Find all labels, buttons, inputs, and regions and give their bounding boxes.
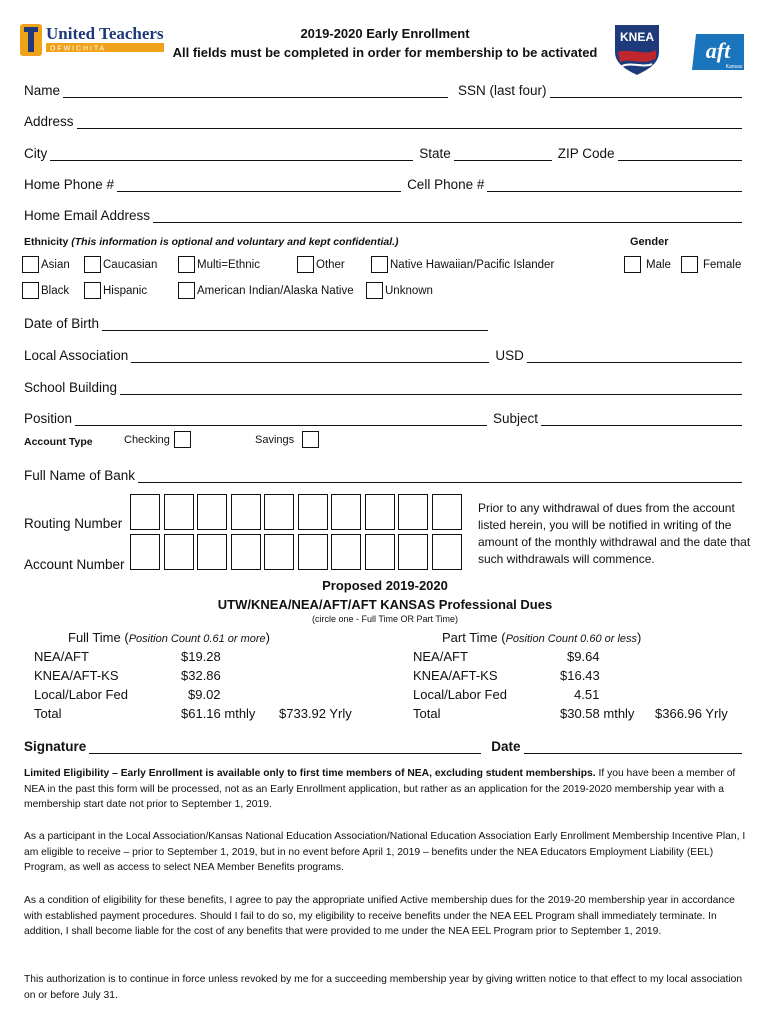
ethnicity-note: (This information is optional and voluntary and kept confidential.) [71,236,399,248]
ethnicity-hawaiian-option[interactable] [371,256,554,273]
routing-digit-box[interactable] [264,494,294,530]
date-label: Date [491,739,521,754]
part-time-table [413,647,507,723]
checkbox[interactable] [84,282,101,299]
part-time-row-nea-name: NEA/AFT [413,649,468,664]
checkbox[interactable] [174,431,191,448]
routing-digit-box[interactable] [398,494,428,530]
account-digit-box[interactable] [264,534,294,570]
form-title [0,24,770,62]
full-time-yearly: $733.92 Yrly [279,706,352,721]
checkbox[interactable] [22,282,39,299]
dues-circle-note: (circle one - Full Time OR Part Time) [311,614,459,624]
checkbox[interactable] [371,256,388,273]
full-time-row-total-value: $61.16 mthly [181,706,256,721]
address-field[interactable] [77,115,742,129]
local-association-label: Local Association [24,348,129,363]
part-time-row-total-name: Total [413,706,441,721]
checkbox[interactable] [681,256,698,273]
subject-label: Subject [493,411,539,426]
name-field[interactable] [63,84,448,98]
routing-digit-box[interactable] [231,494,261,530]
routing-digit-box[interactable] [298,494,328,530]
position-row [24,406,742,426]
full-time-values [181,647,255,723]
ethnicity-unknown-label: Unknown [385,284,433,297]
form-title-line1: 2019-2020 Early Enrollment [300,26,470,41]
part-time-row-local-name: Local/Labor Fed [413,687,507,702]
ssn-field[interactable] [550,84,742,98]
full-time-row-local-value: $9.02 [188,687,221,702]
account-digit-box[interactable] [432,534,462,570]
full-time-table [34,647,128,723]
part-time-yearly: $366.96 Yrly [655,706,728,721]
routing-digit-box[interactable] [197,494,227,530]
gender-female-option[interactable] [681,256,741,273]
name-label: Name [24,83,61,98]
routing-digit-box[interactable] [432,494,462,530]
state-field[interactable] [454,147,552,161]
gender-male-label: Male [646,258,671,271]
part-time-values [560,647,634,723]
checking-label: Checking [124,433,170,446]
school-building-field[interactable] [120,381,742,395]
account-digit-box[interactable] [331,534,361,570]
part-time-header: Part Time (Position Count 0.60 or less) [442,630,642,645]
usd-label: USD [495,348,524,363]
part-time-row-local-value: 4.51 [574,687,600,702]
bank-field[interactable] [138,469,742,483]
account-digit-box[interactable] [197,534,227,570]
subject-field[interactable] [541,412,742,426]
gender-label: Gender [630,236,669,248]
checking-option[interactable] [124,431,193,448]
date-field[interactable] [524,740,742,754]
local-association-row [24,343,742,363]
part-time-row-knea-value: $16.43 [560,668,600,683]
zip-label: ZIP Code [557,146,615,161]
checkbox[interactable] [297,256,314,273]
bank-row [24,463,742,483]
checkbox[interactable] [178,256,195,273]
part-time-count: Position Count 0.60 or less [505,633,638,645]
account-type-label: Account Type [24,436,93,448]
routing-digit-box[interactable] [164,494,194,530]
part-time-row-nea-value: $9.64 [567,649,600,664]
bank-label: Full Name of Bank [24,468,136,483]
checkbox[interactable] [84,256,101,273]
ethnicity-asian-label: Asian [41,258,70,271]
address-row [24,109,742,129]
united-teachers-logo-subtext: O F W I C H I T A [50,45,105,53]
aft-logo-text: aft [705,38,731,63]
dob-label: Date of Birth [24,316,100,331]
ethnicity-other-option[interactable] [297,256,345,273]
part-time-label: Part Time [442,630,498,645]
city-label: City [24,146,48,161]
local-association-field[interactable] [131,349,489,363]
full-time-row-nea-name: NEA/AFT [34,649,89,664]
participant-paragraph: As a participant in the Local Association/Kansas National Education Association/National Education Association Early Enrollment Membership Incentive Plan, I am eligible to receive – prior to September 1, 2019, but in no event before April 1, 2019 – benefits under the NEA Educators Employment Liability (EEL) Program, as well as access to select NEA Member Benefits programs. [24,831,746,874]
dues-heading-line1: Proposed 2019-2020 [322,578,448,593]
ethnicity-american-indian-option[interactable] [178,282,354,299]
united-teachers-logo-text: United Teachers [46,24,164,43]
ethnicity-multi-option[interactable] [178,256,260,273]
routing-label: Routing Number [24,516,123,531]
dob-field[interactable] [102,317,488,331]
home-phone-label: Home Phone # [24,177,115,192]
ethnicity-caucasian-label: Caucasian [103,258,158,271]
state-label: State [419,146,451,161]
checkbox[interactable] [178,282,195,299]
account-digit-box[interactable] [398,534,428,570]
checkbox[interactable] [302,431,319,448]
signature-row [24,734,742,754]
ethnicity-caucasian-option[interactable] [84,256,157,273]
signature-field[interactable] [89,740,481,754]
home-phone-field[interactable] [117,178,401,192]
home-email-field[interactable] [153,209,742,223]
ethnicity-other-label: Other [316,258,345,271]
form-title-line2: All fields must be completed in order for membership to be activated [172,45,598,60]
full-time-label: Full Time [68,630,121,645]
home-email-label: Home Email Address [24,208,151,223]
account-number-label: Account Number [24,557,125,572]
full-time-row-knea-name: KNEA/AFT-KS [34,668,119,683]
name-row [24,78,742,98]
condition-paragraph: As a condition of eligibility for these benefits, I agree to pay the appropriate unified Active membership dues for the 2019-20 membership year in accordance with established payment procedures. Should I fail to do so, my eligibility to receive benefits under the NEA EEL Program shall immediately terminate. In addition, I shall become liable for the cost of any benefits that were provided to me under the NEA EEL Program prior to September 1, 2019. [24,895,735,938]
full-time-count: Position Count 0.61 or more [128,633,266,645]
account-digit-box[interactable] [365,534,395,570]
knea-logo-text: KNEA [619,30,655,44]
routing-digit-box[interactable] [365,494,395,530]
aft-logo-subtext: Kansas [725,64,743,70]
full-time-row-local-name: Local/Labor Fed [34,687,128,702]
part-time-row-knea-name: KNEA/AFT-KS [413,668,498,683]
school-building-row [24,375,742,395]
ethnicity-unknown-option[interactable] [366,282,433,299]
ethnicity-hawaiian-label: Native Hawaiian/Pacific Islander [390,258,555,271]
ethnicity-american-indian-label: American Indian/Alaska Native [197,284,354,297]
full-time-row-nea-value: $19.28 [181,649,221,664]
position-field[interactable] [75,412,487,426]
signature-label: Signature [24,739,87,754]
dob-row [24,311,488,331]
email-row [24,203,742,223]
eligibility-paragraph [24,766,750,813]
cell-phone-label: Cell Phone # [407,177,485,192]
eligibility-text: If you have been a member of NEA in the past this form will be processed, not as an Early Enrollment application, but rather as an application for the 2019-2020 membership year with a membership start date not prior to September 1, 2019. [24,768,736,811]
checkbox[interactable] [22,256,39,273]
full-time-row-total-name: Total [34,706,62,721]
ssn-label: SSN (last four) [458,83,547,98]
usd-field[interactable] [527,349,742,363]
ethnicity-hispanic-option[interactable] [84,282,147,299]
account-digit-box[interactable] [298,534,328,570]
routing-digit-box[interactable] [331,494,361,530]
part-time-row-total-value: $30.58 mthly [560,706,635,721]
ethnicity-black-label: Black [41,284,70,297]
city-field[interactable] [50,147,413,161]
ethnicity-header [24,236,399,248]
checkbox[interactable] [624,256,641,273]
checkbox[interactable] [366,282,383,299]
full-time-header: Full Time (Position Count 0.61 or more) [68,630,270,645]
ethnicity-asian-option[interactable] [22,256,70,273]
gender-female-label: Female [703,258,742,271]
account-digit-box[interactable] [130,534,160,570]
authorization-paragraph: This authorization is to continue in force unless revoked by me for a succeeding membership year by giving written notice to that effect to my local association on or before July 31. [24,974,743,1001]
ethnicity-hispanic-label: Hispanic [103,284,148,297]
account-digit-box[interactable] [164,534,194,570]
routing-digit-box[interactable] [130,494,160,530]
savings-option[interactable] [255,431,321,448]
phone-row [24,172,742,192]
gender-male-option[interactable] [624,256,671,273]
ethnicity-label: Ethnicity [24,236,69,248]
ethnicity-multi-label: Multi=Ethnic [197,258,260,271]
full-time-row-knea-value: $32.86 [181,668,221,683]
eligibility-heading: Limited Eligibility – Early Enrollment is available only to first time members of NEA, excluding student memberships. [24,768,596,779]
account-digit-box[interactable] [231,534,261,570]
school-building-label: School Building [24,380,118,395]
withdrawal-note: Prior to any withdrawal of dues from the account listed herein, you will be notified in writing of the amount of the monthly withdrawal and the date that such withdrawals will commence. [478,501,751,566]
zip-field[interactable] [618,147,742,161]
position-label: Position [24,411,73,426]
city-row [24,141,742,161]
cell-phone-field[interactable] [487,178,742,192]
dues-heading-line2: UTW/KNEA/NEA/AFT/AFT KANSAS Professional Dues [217,597,553,612]
savings-label: Savings [255,433,295,446]
dues-heading [0,576,770,614]
address-label: Address [24,114,74,129]
ethnicity-black-option[interactable] [22,282,69,299]
